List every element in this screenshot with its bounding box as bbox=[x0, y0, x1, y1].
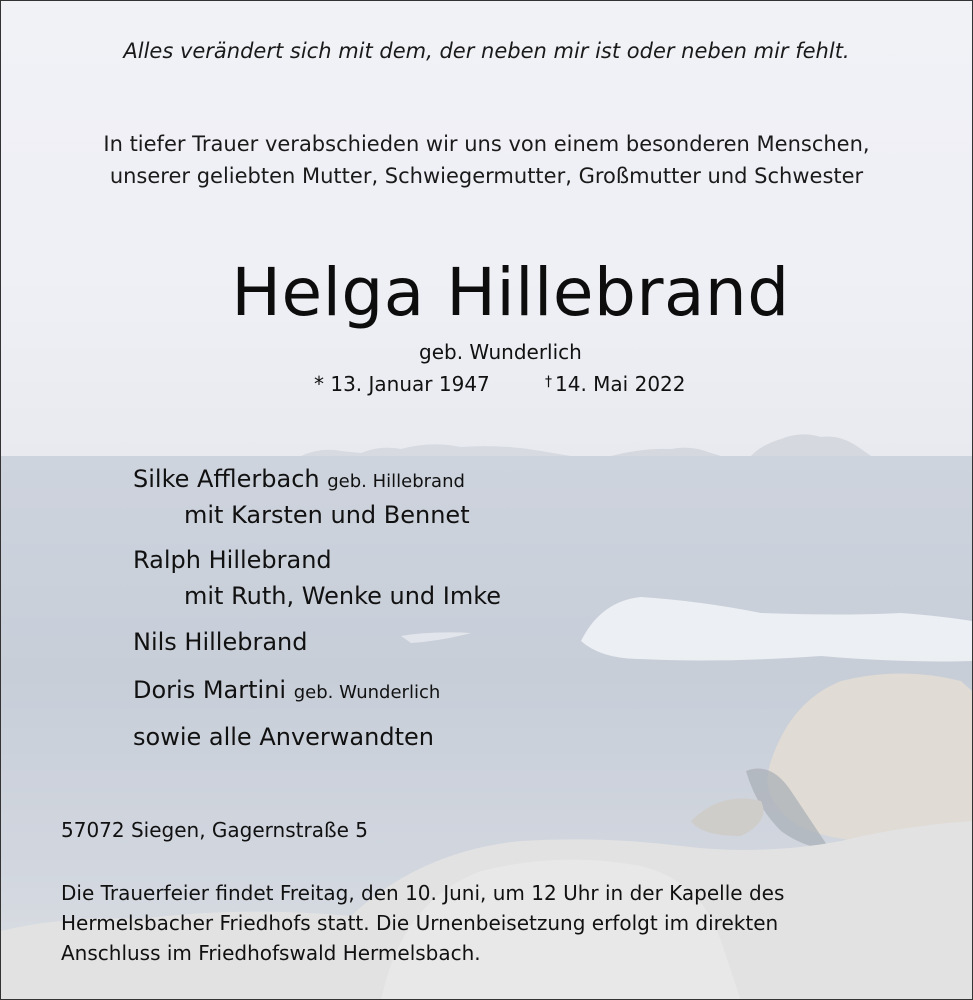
address: 57072 Siegen, Gagernstraße 5 bbox=[61, 818, 368, 842]
mourner-relatives: sowie alle Anverwandten bbox=[133, 723, 434, 751]
mourner-name: Ralph Hillebrand bbox=[133, 546, 332, 574]
intro-text bbox=[1, 128, 972, 192]
intro-line: unserer geliebten Mutter, Schwiegermutter, Großmutter und Schwester bbox=[109, 164, 864, 188]
cross-icon: † bbox=[545, 374, 552, 390]
service-line: Anschluss im Friedhofswald Hermelsbach. bbox=[61, 941, 481, 965]
motto-quote: Alles verändert sich mit dem, der neben mir ist oder neben mir fehlt. bbox=[123, 39, 850, 63]
mourner-note: geb. Wunderlich bbox=[293, 682, 441, 703]
mourner-name bbox=[133, 676, 440, 704]
mourner-name bbox=[133, 465, 465, 493]
intro-line: In tiefer Trauer verabschieden wir uns von einem besonderen Menschen, bbox=[103, 132, 870, 156]
mourner-name: Nils Hillebrand bbox=[133, 628, 308, 656]
service-info bbox=[61, 878, 941, 968]
death-date: 14. Mai 2022 bbox=[555, 372, 686, 396]
maiden-name: geb. Wunderlich bbox=[419, 340, 582, 364]
deceased-name: Helga Hillebrand bbox=[231, 254, 790, 331]
mourner-name-text: Silke Afflerbach bbox=[133, 465, 320, 493]
mourner-family: mit Karsten und Bennet bbox=[184, 501, 470, 529]
mourner-family: mit Ruth, Wenke und Imke bbox=[184, 582, 502, 610]
service-line: Die Trauerfeier findet Freitag, den 10. Juni, um 12 Uhr in der Kapelle des bbox=[61, 881, 785, 905]
death-date-line bbox=[545, 372, 686, 396]
mourner-name-text: Doris Martini bbox=[133, 676, 287, 704]
mourner-note: geb. Hillebrand bbox=[327, 471, 465, 492]
service-line: Hermelsbacher Friedhofs statt. Die Urnenbeisetzung erfolgt im direkten bbox=[61, 911, 779, 935]
birth-date: * 13. Januar 1947 bbox=[314, 372, 490, 396]
